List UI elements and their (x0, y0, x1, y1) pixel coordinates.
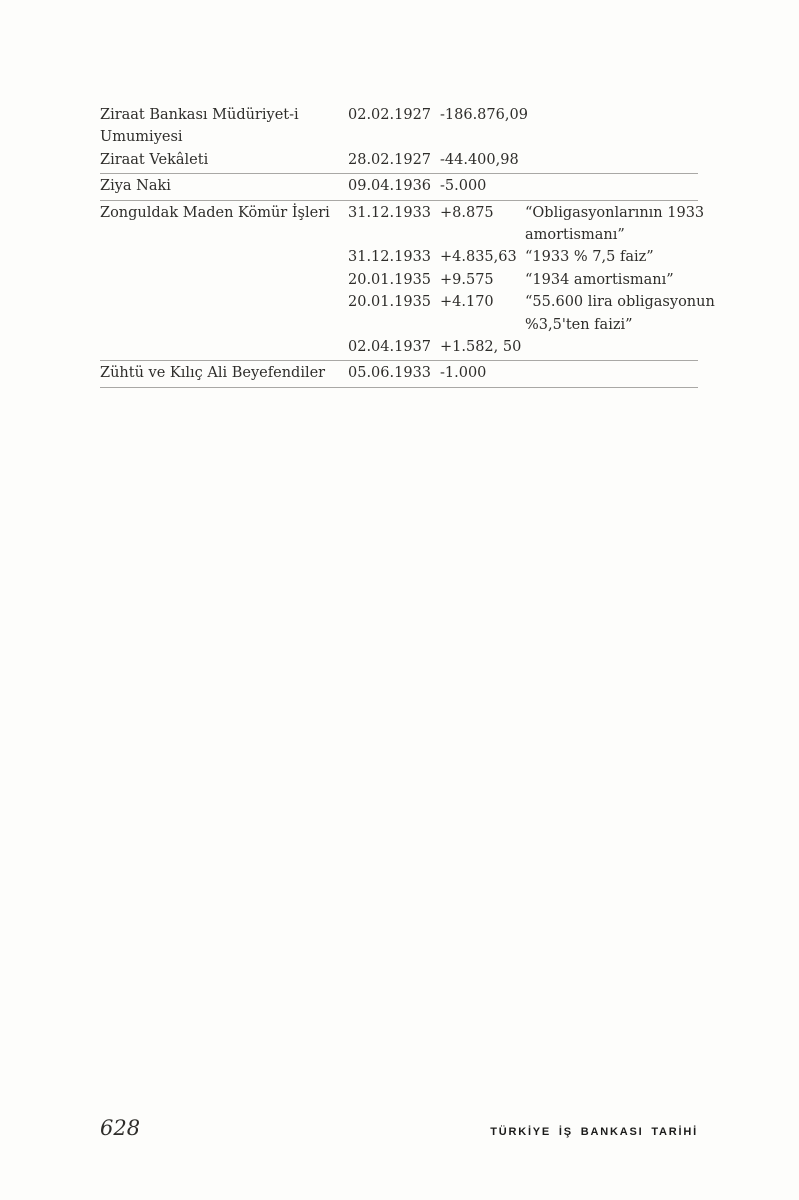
entry-amount: +8.875 (440, 204, 494, 221)
row-divider (100, 200, 698, 201)
entry-date: 20.01.1935 (348, 271, 432, 288)
ledger-entry (348, 246, 698, 268)
entry-amount: +9.575 (440, 271, 494, 288)
account-name: Zühtü ve Kılıç Ali Beyefendiler (100, 365, 326, 382)
entry-list (348, 175, 698, 197)
ledger-entry (348, 269, 698, 291)
page-footer (100, 1116, 698, 1140)
entry-note: “1934 amortismanı” (525, 271, 674, 288)
ledger-entry (348, 149, 698, 171)
table-row (100, 175, 698, 197)
entry-list (348, 362, 698, 384)
account-name-line: Umumiyesi (100, 129, 183, 146)
account-name: Ziya Naki (100, 178, 171, 195)
entry-amount: -44.400,98 (440, 151, 519, 168)
account-name: Zonguldak Maden Kömür İşleri (100, 204, 330, 221)
account-name (100, 104, 348, 149)
row-divider (100, 173, 698, 174)
running-title: TÜRKİYE İŞ BANKASI TARİHİ (490, 1126, 698, 1138)
entry-note (525, 291, 715, 336)
entry-list (348, 104, 698, 126)
table-row (100, 104, 698, 149)
table-row (100, 149, 698, 171)
entry-date: 31.12.1933 (348, 204, 432, 221)
entry-date: 20.01.1935 (348, 294, 432, 311)
ledger-entry (348, 202, 705, 247)
entry-note-line: amortismanı” (525, 227, 625, 244)
account-name-line: Ziraat Bankası Müdüriyet-i (100, 107, 299, 123)
entry-note: “1933 % 7,5 faiz” (525, 249, 654, 266)
entry-note-line: “55.600 lira obligasyonun (525, 294, 715, 311)
entry-amount: -186.876,09 (440, 107, 528, 123)
page-number: 628 (100, 1116, 141, 1140)
account-name: Ziraat Vekâleti (100, 151, 209, 168)
entry-date: 02.04.1937 (348, 339, 432, 356)
table-row (100, 362, 698, 384)
entry-date: 28.02.1927 (348, 151, 432, 168)
row-divider (100, 360, 698, 361)
entry-date: 31.12.1933 (348, 249, 432, 266)
ledger-table (100, 104, 715, 389)
entry-note-line: %3,5'ten faizi” (525, 316, 633, 333)
entry-amount: +4.835,63 (440, 249, 517, 266)
ledger-entry (348, 175, 698, 197)
entry-amount: +4.170 (440, 294, 494, 311)
ledger-entry (348, 336, 698, 358)
entry-note (525, 202, 705, 247)
entry-amount: -5.000 (440, 178, 487, 195)
ledger-entry (348, 362, 698, 384)
entry-list (348, 202, 715, 359)
entry-note-line: “Obligasyonlarının 1933 (525, 204, 705, 221)
ledger-entry (348, 291, 715, 336)
row-divider (100, 387, 698, 388)
entry-amount: -1.000 (440, 365, 487, 382)
entry-list (348, 149, 698, 171)
entry-date: 09.04.1936 (348, 178, 432, 195)
entry-date: 02.02.1927 (348, 107, 432, 123)
entry-date: 05.06.1933 (348, 365, 432, 382)
entry-amount: +1.582, 50 (440, 339, 522, 356)
table-row (100, 202, 715, 359)
ledger-entry (348, 104, 698, 126)
